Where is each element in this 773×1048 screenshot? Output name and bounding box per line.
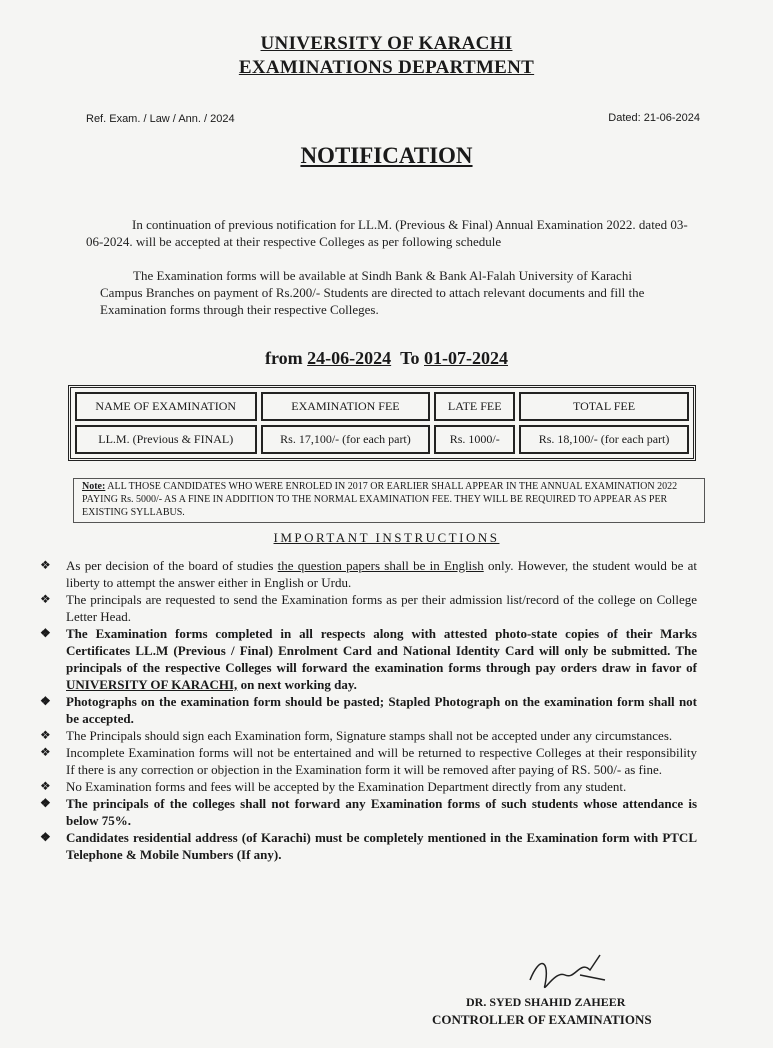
diamond-bullet-icon: ❖ [40,745,51,759]
header-cell: LATE FEE [434,392,515,421]
reference-number: Ref. Exam. / Law / Ann. / 2024 [86,113,235,125]
signatory-designation: CONTROLLER OF EXAMINATIONS [432,1012,652,1027]
instruction-text: on next working day. [237,677,357,692]
instructions-list [40,557,697,863]
date: Dated: 21-06-2024 [608,112,700,124]
diamond-bullet-icon: ❖ [40,728,51,742]
department-name: EXAMINATIONS DEPARTMENT [238,57,535,78]
header-cell: TOTAL FEE [519,392,689,421]
table-cell: Rs. 17,100/- (for each part) [261,425,431,454]
diamond-bullet-icon: ❖ [40,796,51,810]
table-cell: Rs. 1000/- [434,425,515,454]
from-date: 24-06-2024 [307,348,392,368]
note-text: ALL THOSE CANDIDATES WHO WERE ENROLED IN 2017 OR EARLIER SHALL APPEAR IN THE ANNUAL EXAMINATION 2022 PAYING Rs. 5000/- AS A FINE IN ADDITION TO THE NORMAL EXAMINATION FEE. THEY WILL BE REQUIRED TO APPEAR AS PER EXISTING SYLLABUS. [82,481,678,518]
instruction-text: The Examination forms completed in all respects along with attested photo-state copies of their Marks Certificates LL.M (Previous / Final) Enrolment Card and National Identity Card will only be submitted. The principals of the respective Colleges will forward the examination forms through pay orders draw in favor of [66,626,697,675]
instruction-item [40,778,697,795]
diamond-bullet-icon: ❖ [40,592,51,606]
instruction-item [40,795,697,829]
instruction-text: As per decision of the board of studies [66,558,278,573]
instruction-emphasis: UNIVERSITY OF KARACHI, [66,677,238,692]
instruction-item [40,625,697,693]
intro-paragraph-1: In continuation of previous notification for LL.M. (Previous & Final) Annual Examination 2022. dated 03-06-2024. will be accepted at their respective Colleges as per following schedule [86,217,688,249]
to-date: 01-07-2024 [424,348,508,368]
diamond-bullet-icon: ❖ [40,830,51,844]
instruction-item [40,744,697,778]
instruction-text: Photographs on the examination form should be pasted; Stapled Photograph on the examination form shall not be accepted. [66,694,697,726]
note-box [73,478,705,523]
intro-paragraph-2: The Examination forms will be available at Sindh Bank & Bank Al-Falah University of Karachi Campus Branches on payment of Rs.200/- Students are directed to attach relevant documents and fill the Examination forms through their respective Colleges. [100,268,645,317]
signatory-name: DR. SYED SHAHID ZAHEER [466,995,626,1009]
instruction-text: The principals of the colleges shall not forward any Examination forms of such students whose attendance is below 75%. [66,796,697,828]
header-cell: NAME OF EXAMINATION [75,392,257,421]
table-cell: LL.M. (Previous & FINAL) [75,425,257,454]
instruction-item [40,829,697,863]
university-name: UNIVERSITY OF KARACHI [260,33,513,54]
instruction-text: Candidates residential address (of Karachi) must be completely mentioned in the Examination form with PTCL Telephone & Mobile Numbers (If any). [66,830,697,862]
from-label: from [264,348,303,368]
signature [520,950,610,1000]
diamond-bullet-icon: ❖ [40,779,51,793]
header-cell: EXAMINATION FEE [261,392,431,421]
diamond-bullet-icon: ❖ [40,694,51,708]
instruction-item [40,557,697,591]
instructions-title: IMPORTANT INSTRUCTIONS [273,530,500,545]
note-label: Note: [82,481,106,492]
schedule [0,348,773,369]
to-label: To [400,348,420,368]
instruction-emphasis: the question papers shall be in English [277,558,484,573]
diamond-bullet-icon: ❖ [40,558,51,572]
table-row [75,425,689,454]
instruction-text: Incomplete Examination forms will not be entertained and will be returned to respective Colleges at their responsibility If there is any correction or objection in the Examination form it will be removed after paying of RS. 500/- as fine. [66,745,697,777]
fee-table [68,385,696,461]
instruction-item [40,693,697,727]
instruction-text: The principals are requested to send the Examination forms as per their admission list/record of the college on College Letter Head. [66,592,697,624]
table-header-row [75,392,689,421]
page-title: NOTIFICATION [300,143,473,168]
instruction-text: The Principals should sign each Examination form, Signature stamps shall not be accepted under any circumstances. [66,728,673,743]
diamond-bullet-icon: ❖ [40,626,51,640]
instruction-text: only. However, the student would be at liberty to attempt the answer either in English or Urdu. [66,558,697,590]
instruction-item [40,591,697,625]
instruction-text: No Examination forms and fees will be accepted by the Examination Department directly from any student. [66,779,627,794]
instruction-item [40,727,697,744]
table-cell: Rs. 18,100/- (for each part) [519,425,689,454]
